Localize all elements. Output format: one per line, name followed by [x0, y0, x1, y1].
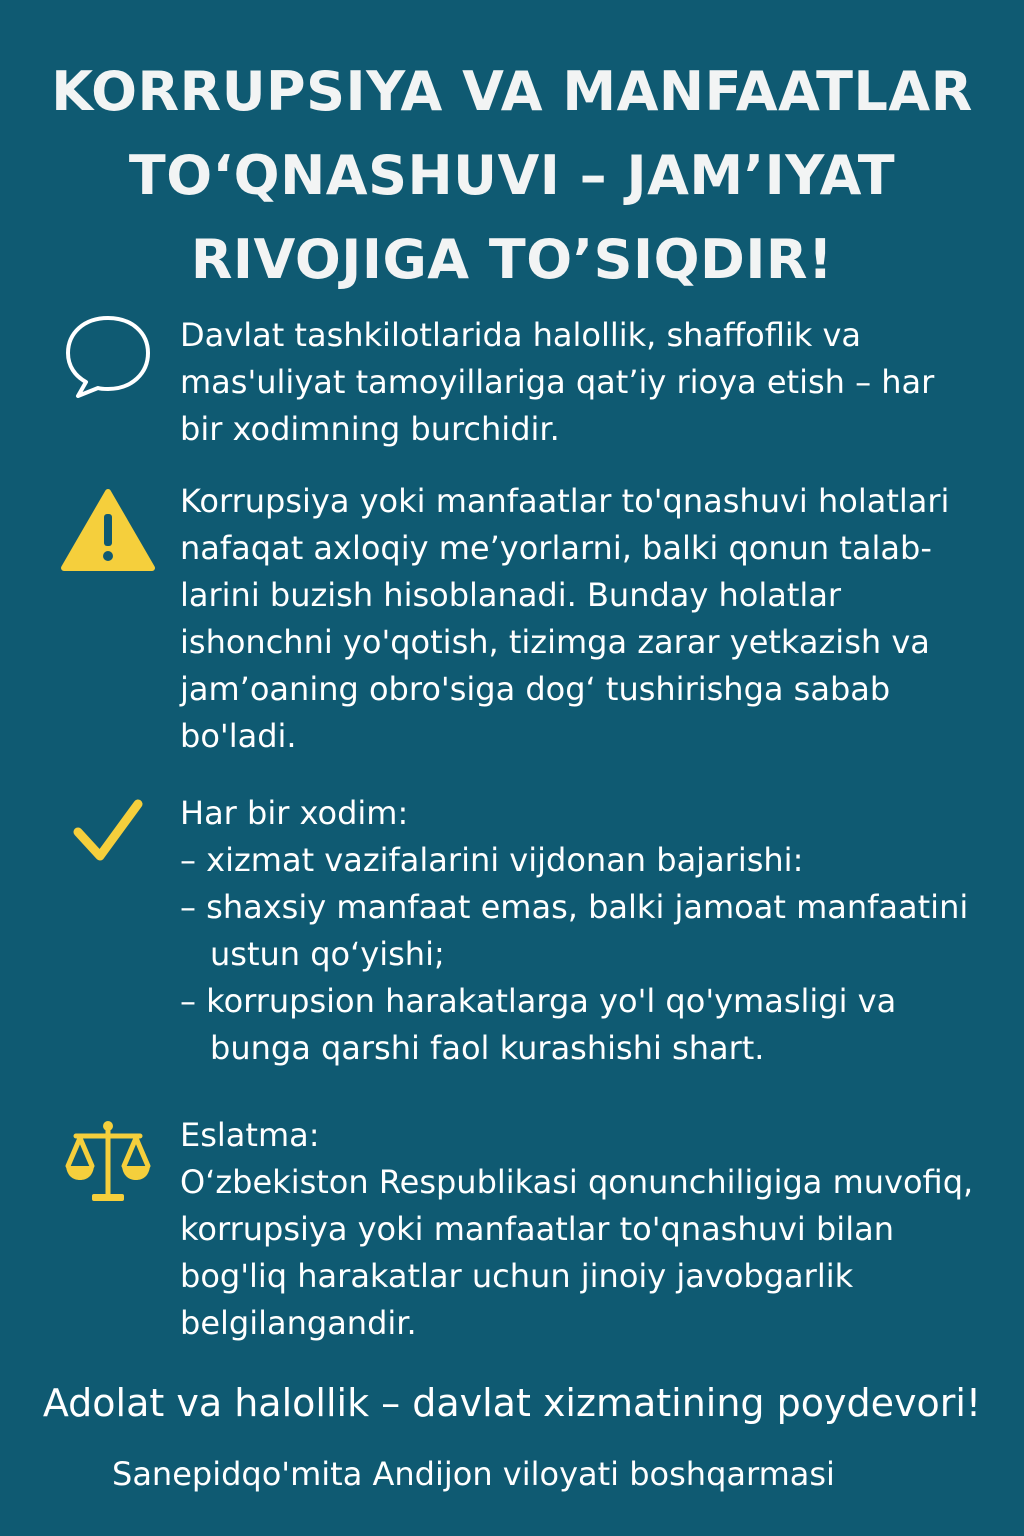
section-integrity-text — [180, 312, 1010, 453]
checkmark-icon — [60, 790, 156, 886]
title-line-1: KORRUPSIYA VA MANFAATLAR — [51, 60, 973, 123]
text-line: bo'ladi. — [180, 717, 297, 755]
text-line: nafaqat axloqiy me’yorlarni, balki qonun talab- — [180, 529, 932, 567]
list-item-continuation: bunga qarshi faol kurashishi shart. — [210, 1029, 765, 1067]
speech-bubble-icon — [60, 312, 156, 408]
list-item: – xizmat vazifalarini vijdonan bajarishi: — [180, 841, 804, 879]
duties-heading: Har bir xodim: — [180, 794, 409, 832]
page-title — [40, 50, 984, 302]
section-duties-text — [180, 790, 1010, 1072]
text-line: larini buzish hisoblanadi. Bunday holatlar — [180, 576, 842, 614]
text-line: belgilangandir. — [180, 1304, 417, 1342]
list-item: – shaxsiy manfaat emas, balki jamoat manfaatini — [180, 888, 969, 926]
section-violations-text — [180, 478, 1010, 760]
text-line: mas'uliyat tamoyillariga qat’iy rioya etish – har — [180, 363, 935, 401]
text-line: O‘zbekiston Respublikasi qonunchiligiga muvofiq, — [180, 1163, 974, 1201]
scales-icon — [60, 1116, 156, 1212]
text-line: ishonchni yo'qotish, tizimga zarar yetkazish va — [180, 623, 930, 661]
title-line-3: RIVOJIGA TO’SIQDIR! — [190, 228, 834, 291]
text-line: bir xodimning burchidir. — [180, 410, 560, 448]
text-line: bog'liq harakatlar uchun jinoiy javobgarlik — [180, 1257, 854, 1295]
text-line: korrupsiya yoki manfaatlar to'qnashuvi bilan — [180, 1210, 894, 1248]
footer-organization: Sanepidqo'mita Andijon viloyati boshqarmasi — [112, 1455, 835, 1493]
text-line: Davlat tashkilotlarida halollik, shaffoflik va — [180, 316, 861, 354]
slogan: Adolat va halollik – davlat xizmatining poydevori! — [42, 1381, 982, 1425]
reminder-heading: Eslatma: — [180, 1116, 320, 1154]
list-item-continuation: ustun qo‘yishi; — [210, 935, 445, 973]
title-line-2: TO‘QNASHUVI – JAM’IYAT — [128, 144, 896, 207]
section-reminder-text — [180, 1112, 1010, 1347]
text-line: Korrupsiya yoki manfaatlar to'qnashuvi holatlari — [180, 482, 950, 520]
list-item: – korrupsion harakatlarga yo'l qo'ymasligi va — [180, 982, 897, 1020]
warning-icon — [60, 484, 156, 580]
text-line: jam’oaning obro'siga dog‘ tushirishga sabab — [180, 670, 891, 708]
